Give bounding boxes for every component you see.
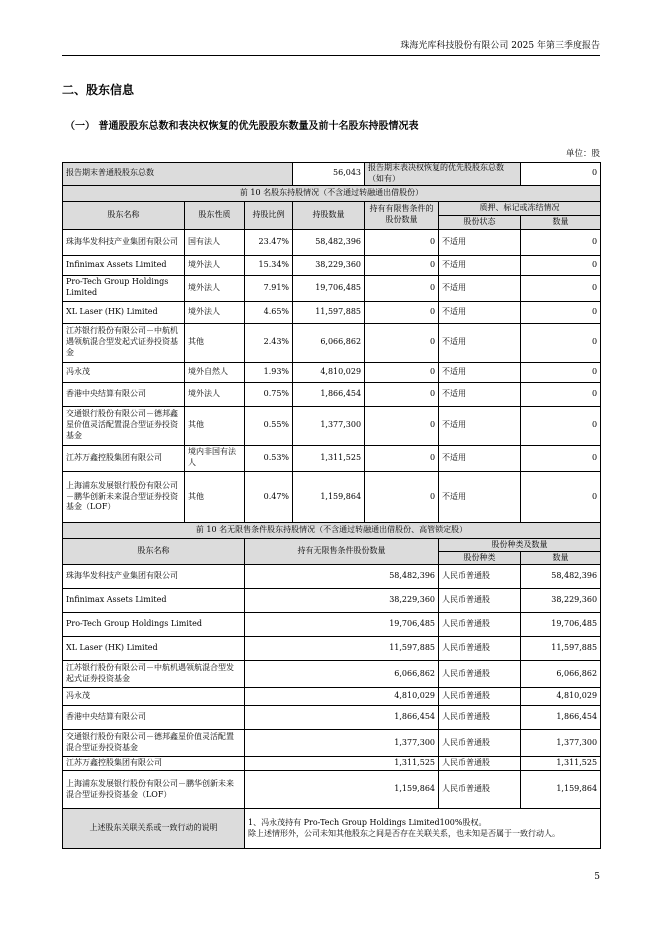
unrestricted-header-row <box>63 539 601 552</box>
table-row <box>63 382 601 406</box>
shareholder-nature: 境外自然人 <box>185 362 245 382</box>
share-count: 4,810,029 <box>521 688 601 706</box>
share-count: 1,159,864 <box>521 771 601 809</box>
share-count: 1,311,525 <box>521 757 601 771</box>
shareholding-ratio: 0.47% <box>245 471 293 523</box>
table-row <box>63 255 601 275</box>
unit-label: 单位：股 <box>565 149 600 159</box>
table-row <box>63 661 601 688</box>
share-count: 11,597,885 <box>521 637 601 661</box>
table-row <box>63 613 601 637</box>
table-row <box>63 688 601 706</box>
pledge-status: 不适用 <box>439 323 521 362</box>
restricted-qty: 0 <box>365 229 439 255</box>
shareholder-name: 交通银行股份有限公司－德邦鑫星价值灵活配置混合型证券投资基金 <box>63 730 245 757</box>
shareholder-name: 江苏银行股份有限公司－中航机遇领航混合型发起式证券投资基金 <box>63 661 245 688</box>
header-name: 股东名称 <box>63 201 185 229</box>
note-row <box>63 809 601 849</box>
shareholder-name: XL Laser (HK) Limited <box>63 301 185 323</box>
pledge-count: 0 <box>521 362 601 382</box>
unrestricted-qty: 1,377,300 <box>245 730 439 757</box>
table-row <box>63 771 601 809</box>
pledge-status: 不适用 <box>439 445 521 471</box>
summary-value-1: 56,043 <box>293 163 365 186</box>
shareholding-qty: 19,706,485 <box>293 275 365 301</box>
header-divider <box>62 55 600 56</box>
shareholding-qty: 1,866,454 <box>293 382 365 406</box>
summary-label-2: 报告期末表决权恢复的优先股股东总数（如有） <box>365 163 521 186</box>
unrestricted-qty: 1,311,525 <box>245 757 439 771</box>
shareholding-ratio: 1.93% <box>245 362 293 382</box>
shareholder-name: 江苏万鑫控股集团有限公司 <box>63 757 245 771</box>
header-status: 股份状态 <box>439 215 521 229</box>
share-type: 人民币普通股 <box>439 688 521 706</box>
unrestricted-qty: 38,229,360 <box>245 589 439 613</box>
pledge-status: 不适用 <box>439 301 521 323</box>
header-nature: 股东性质 <box>185 201 245 229</box>
shareholding-qty: 1,311,525 <box>293 445 365 471</box>
pledge-count: 0 <box>521 382 601 406</box>
shareholder-name: Infinimax Assets Limited <box>63 255 185 275</box>
shareholder-nature: 境外法人 <box>185 301 245 323</box>
table-row <box>63 323 601 362</box>
shareholder-nature: 境外法人 <box>185 275 245 301</box>
header-pledge: 质押、标记或冻结情况 <box>439 201 601 215</box>
page-number: 5 <box>594 872 600 882</box>
share-type: 人民币普通股 <box>439 706 521 730</box>
top10-unrestricted-table <box>62 522 601 849</box>
header-type-group: 股份种类及数量 <box>439 539 601 552</box>
unrestricted-title: 前 10 名无限售条件股东持股情况（不含通过转融通出借股份、高管锁定股） <box>63 523 601 539</box>
table-row <box>63 362 601 382</box>
pledge-count: 0 <box>521 275 601 301</box>
pledge-status: 不适用 <box>439 255 521 275</box>
shareholding-ratio: 15.34% <box>245 255 293 275</box>
unrestricted-qty: 6,066,862 <box>245 661 439 688</box>
share-type: 人民币普通股 <box>439 565 521 589</box>
shareholding-qty: 6,066,862 <box>293 323 365 362</box>
pledge-count: 0 <box>521 301 601 323</box>
shareholding-ratio: 0.55% <box>245 406 293 445</box>
header-count: 数量 <box>521 215 601 229</box>
subsection-title: （一） 普通股股东总数和表决权恢复的优先股股东数量及前十名股东持股情况表 <box>65 121 419 132</box>
section-title: 二、股东信息 <box>62 83 135 97</box>
table-row <box>63 637 601 661</box>
pledge-status: 不适用 <box>439 275 521 301</box>
shareholding-qty: 1,377,300 <box>293 406 365 445</box>
pledge-count: 0 <box>521 229 601 255</box>
shareholder-nature: 境外法人 <box>185 255 245 275</box>
shareholding-qty: 58,482,396 <box>293 229 365 255</box>
shareholder-name: 交通银行股份有限公司－德邦鑫星价值灵活配置混合型证券投资基金 <box>63 406 185 445</box>
pledge-status: 不适用 <box>439 406 521 445</box>
restricted-qty: 0 <box>365 382 439 406</box>
shareholder-name: 上海浦东发展银行股份有限公司－鹏华创新未来混合型证券投资基金（LOF） <box>63 771 245 809</box>
pledge-count: 0 <box>521 406 601 445</box>
shareholder-name: 冯永茂 <box>63 362 185 382</box>
shareholder-nature: 国有法人 <box>185 229 245 255</box>
summary-value-2: 0 <box>521 163 601 186</box>
pledge-count: 0 <box>521 323 601 362</box>
header-ratio: 持股比例 <box>245 201 293 229</box>
table-row <box>63 706 601 730</box>
shareholding-qty: 1,159,864 <box>293 471 365 523</box>
restricted-qty: 0 <box>365 471 439 523</box>
table-row <box>63 757 601 771</box>
shareholder-name: 珠海华发科技产业集团有限公司 <box>63 229 185 255</box>
note-line-2: 除上述情形外，公司未知其他股东之间是否存在关联关系，也未知是否属于一致行动人。 <box>248 828 560 838</box>
pledge-status: 不适用 <box>439 471 521 523</box>
shareholder-name: 冯永茂 <box>63 688 245 706</box>
header-type: 股份种类 <box>439 552 521 565</box>
table-row <box>63 589 601 613</box>
unrestricted-qty: 58,482,396 <box>245 565 439 589</box>
share-type: 人民币普通股 <box>439 661 521 688</box>
shareholder-name: 江苏万鑫控股集团有限公司 <box>63 445 185 471</box>
shareholder-name: 上海浦东发展银行股份有限公司－鹏华创新未来混合型证券投资基金（LOF） <box>63 471 185 523</box>
top10-header-row <box>63 201 601 215</box>
shareholding-ratio: 0.53% <box>245 445 293 471</box>
pledge-status: 不适用 <box>439 382 521 406</box>
header-qty: 持有无限售条件股份数量 <box>245 539 439 565</box>
shareholder-nature: 其他 <box>185 406 245 445</box>
share-count: 1,377,300 <box>521 730 601 757</box>
restricted-qty: 0 <box>365 362 439 382</box>
note-line-1: 1、冯永茂持有 Pro-Tech Group Holdings Limited100%股权。 <box>248 817 487 827</box>
header-restricted: 持有有限售条件的股份数量 <box>365 201 439 229</box>
shareholding-qty: 38,229,360 <box>293 255 365 275</box>
table-row <box>63 275 601 301</box>
pledge-status: 不适用 <box>439 362 521 382</box>
shareholding-ratio: 0.75% <box>245 382 293 406</box>
table-row <box>63 565 601 589</box>
table-row <box>63 229 601 255</box>
shareholder-name: 江苏银行股份有限公司－中航机遇领航混合型发起式证券投资基金 <box>63 323 185 362</box>
share-type: 人民币普通股 <box>439 771 521 809</box>
table-row <box>63 406 601 445</box>
shareholder-nature: 境内非国有法人 <box>185 445 245 471</box>
share-type: 人民币普通股 <box>439 589 521 613</box>
header-name: 股东名称 <box>63 539 245 565</box>
note-text <box>245 809 601 849</box>
pledge-count: 0 <box>521 445 601 471</box>
pledge-count: 0 <box>521 255 601 275</box>
shareholding-ratio: 7.91% <box>245 275 293 301</box>
shareholding-qty: 4,810,029 <box>293 362 365 382</box>
pledge-count: 0 <box>521 471 601 523</box>
restricted-qty: 0 <box>365 255 439 275</box>
pledge-status: 不适用 <box>439 229 521 255</box>
share-count: 19,706,485 <box>521 613 601 637</box>
report-header: 珠海光库科技股份有限公司 2025 年第三季度报告 <box>400 41 600 51</box>
shareholder-name: Infinimax Assets Limited <box>63 589 245 613</box>
share-type: 人民币普通股 <box>439 637 521 661</box>
restricted-qty: 0 <box>365 323 439 362</box>
shareholder-name: Pro-Tech Group Holdings Limited <box>63 275 185 301</box>
restricted-qty: 0 <box>365 301 439 323</box>
shareholder-nature: 境外法人 <box>185 382 245 406</box>
summary-label-1: 报告期末普通股股东总数 <box>63 163 293 186</box>
share-count: 58,482,396 <box>521 565 601 589</box>
unrestricted-qty: 19,706,485 <box>245 613 439 637</box>
shareholding-ratio: 4.65% <box>245 301 293 323</box>
shareholding-qty: 11,597,885 <box>293 301 365 323</box>
share-type: 人民币普通股 <box>439 613 521 637</box>
unrestricted-qty: 4,810,029 <box>245 688 439 706</box>
table-row <box>63 471 601 523</box>
unrestricted-qty: 11,597,885 <box>245 637 439 661</box>
unrestricted-qty: 1,159,864 <box>245 771 439 809</box>
share-type: 人民币普通股 <box>439 730 521 757</box>
table-row <box>63 730 601 757</box>
shareholder-name: 珠海华发科技产业集团有限公司 <box>63 565 245 589</box>
shareholding-ratio: 2.43% <box>245 323 293 362</box>
shareholding-ratio: 23.47% <box>245 229 293 255</box>
note-label: 上述股东关联关系或一致行动的说明 <box>63 809 245 849</box>
restricted-qty: 0 <box>365 445 439 471</box>
top10-shareholders-table <box>62 162 601 524</box>
summary-row <box>63 163 601 186</box>
restricted-qty: 0 <box>365 406 439 445</box>
share-count: 1,866,454 <box>521 706 601 730</box>
header-count: 数量 <box>521 552 601 565</box>
share-count: 38,229,360 <box>521 589 601 613</box>
top10-title: 前 10 名股东持股情况（不含通过转融通出借股份） <box>63 185 601 201</box>
shareholder-name: Pro-Tech Group Holdings Limited <box>63 613 245 637</box>
shareholder-name: 香港中央结算有限公司 <box>63 382 185 406</box>
table-row <box>63 301 601 323</box>
share-count: 6,066,862 <box>521 661 601 688</box>
shareholder-name: 香港中央结算有限公司 <box>63 706 245 730</box>
shareholder-nature: 其他 <box>185 471 245 523</box>
table-row <box>63 445 601 471</box>
shareholder-name: XL Laser (HK) Limited <box>63 637 245 661</box>
shareholder-nature: 其他 <box>185 323 245 362</box>
restricted-qty: 0 <box>365 275 439 301</box>
share-type: 人民币普通股 <box>439 757 521 771</box>
header-qty: 持股数量 <box>293 201 365 229</box>
unrestricted-qty: 1,866,454 <box>245 706 439 730</box>
